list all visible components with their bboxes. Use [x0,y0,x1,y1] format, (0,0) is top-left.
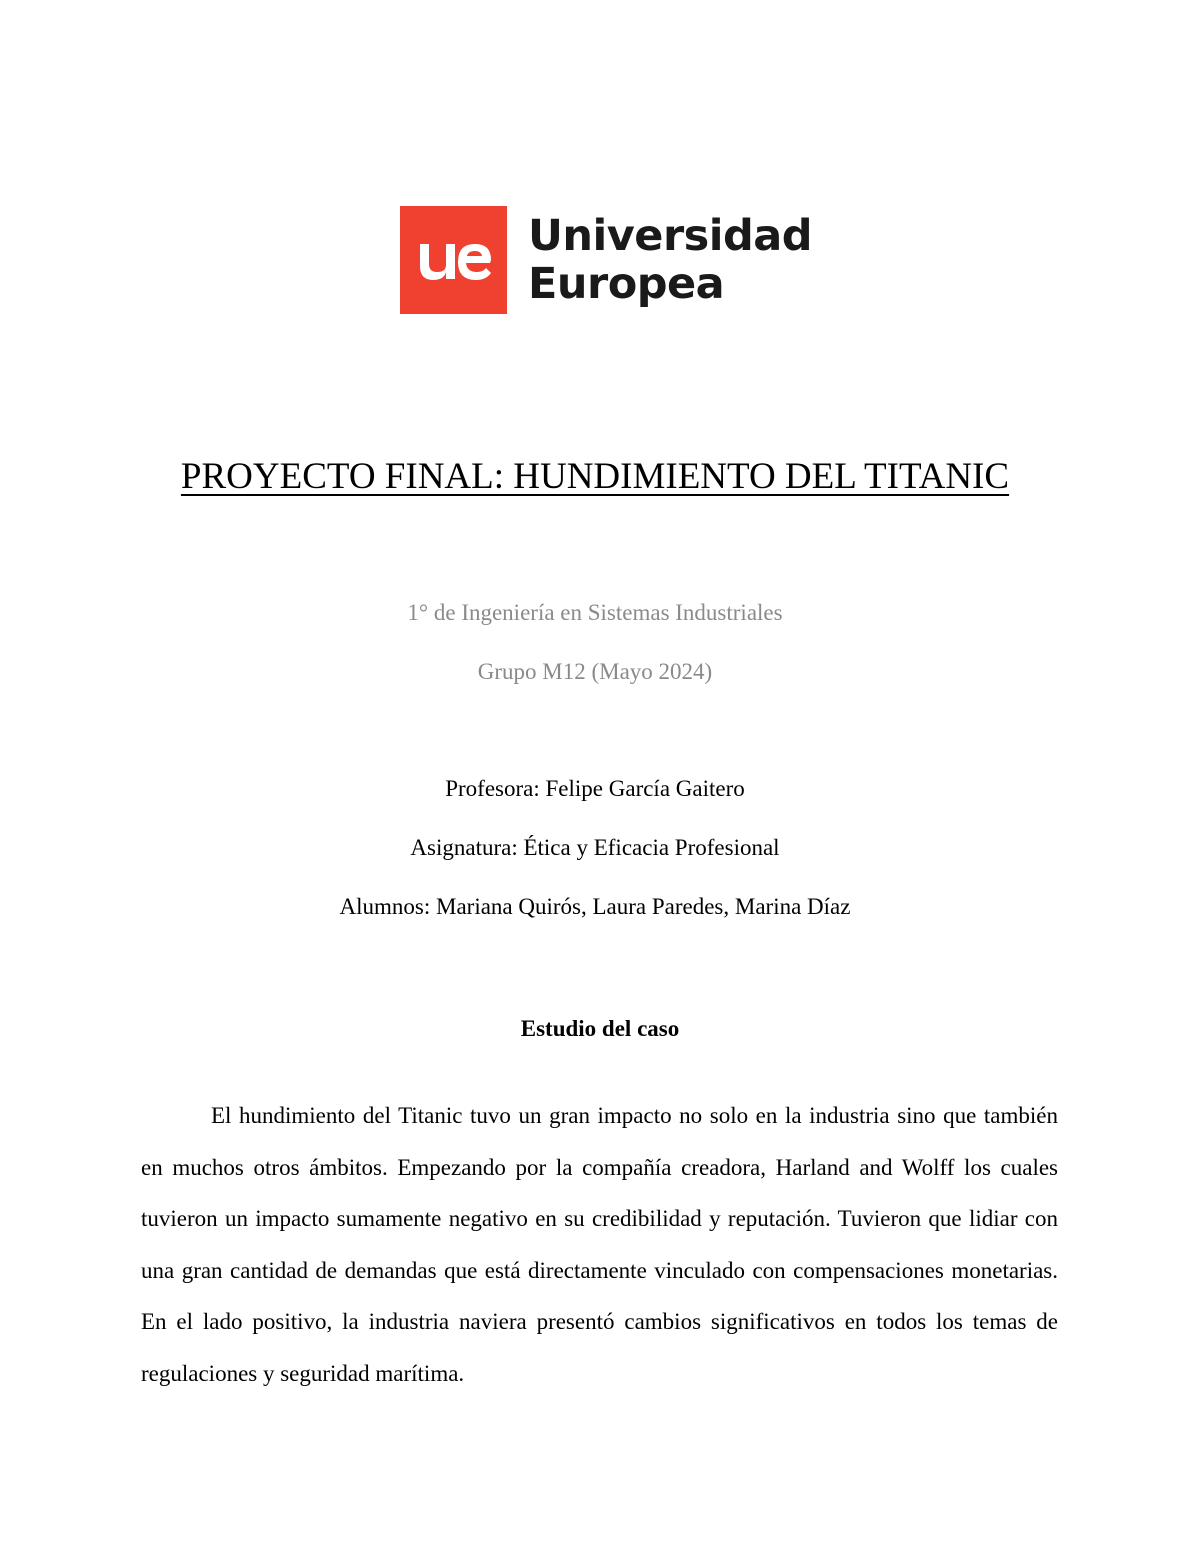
section-heading: Estudio del caso [520,1016,680,1041]
body-paragraph: El hundimiento del Titanic tuvo un gran impacto no solo en la industria sino que también en muchos otros ámbitos. Empezando por la compañía creadora, Harland and Wolff los cuales tuvieron un impacto sumamente negativo en su credibilidad y reputación. Tuvieron que lidiar con una gran cantidad de demandas que está directamente vinculado con compensaciones monetarias. En el lado positivo, la industria naviera presentó cambios significativos en todos los temas de regulaciones y seguridad marítima. [141,1103,1058,1386]
university-name [528,212,812,308]
teacher-line: Profesora: Felipe García Gaitero [445,776,745,801]
university-logo [400,206,813,314]
university-name-line1: Universidad [528,211,813,261]
group-line: Grupo M12 (Mayo 2024) [477,659,713,684]
university-name-line2: Europea [528,259,725,309]
document-title: PROYECTO FINAL: HUNDIMIENTO DEL TITANIC [180,456,1010,497]
students-line: Alumnos: Mariana Quirós, Laura Paredes, Marina Díaz [339,894,851,919]
course-line: 1° de Ingeniería en Sistemas Industriales [407,600,783,625]
subject-line: Asignatura: Ética y Eficacia Profesional [410,835,780,860]
ue-logo-icon [400,206,507,314]
